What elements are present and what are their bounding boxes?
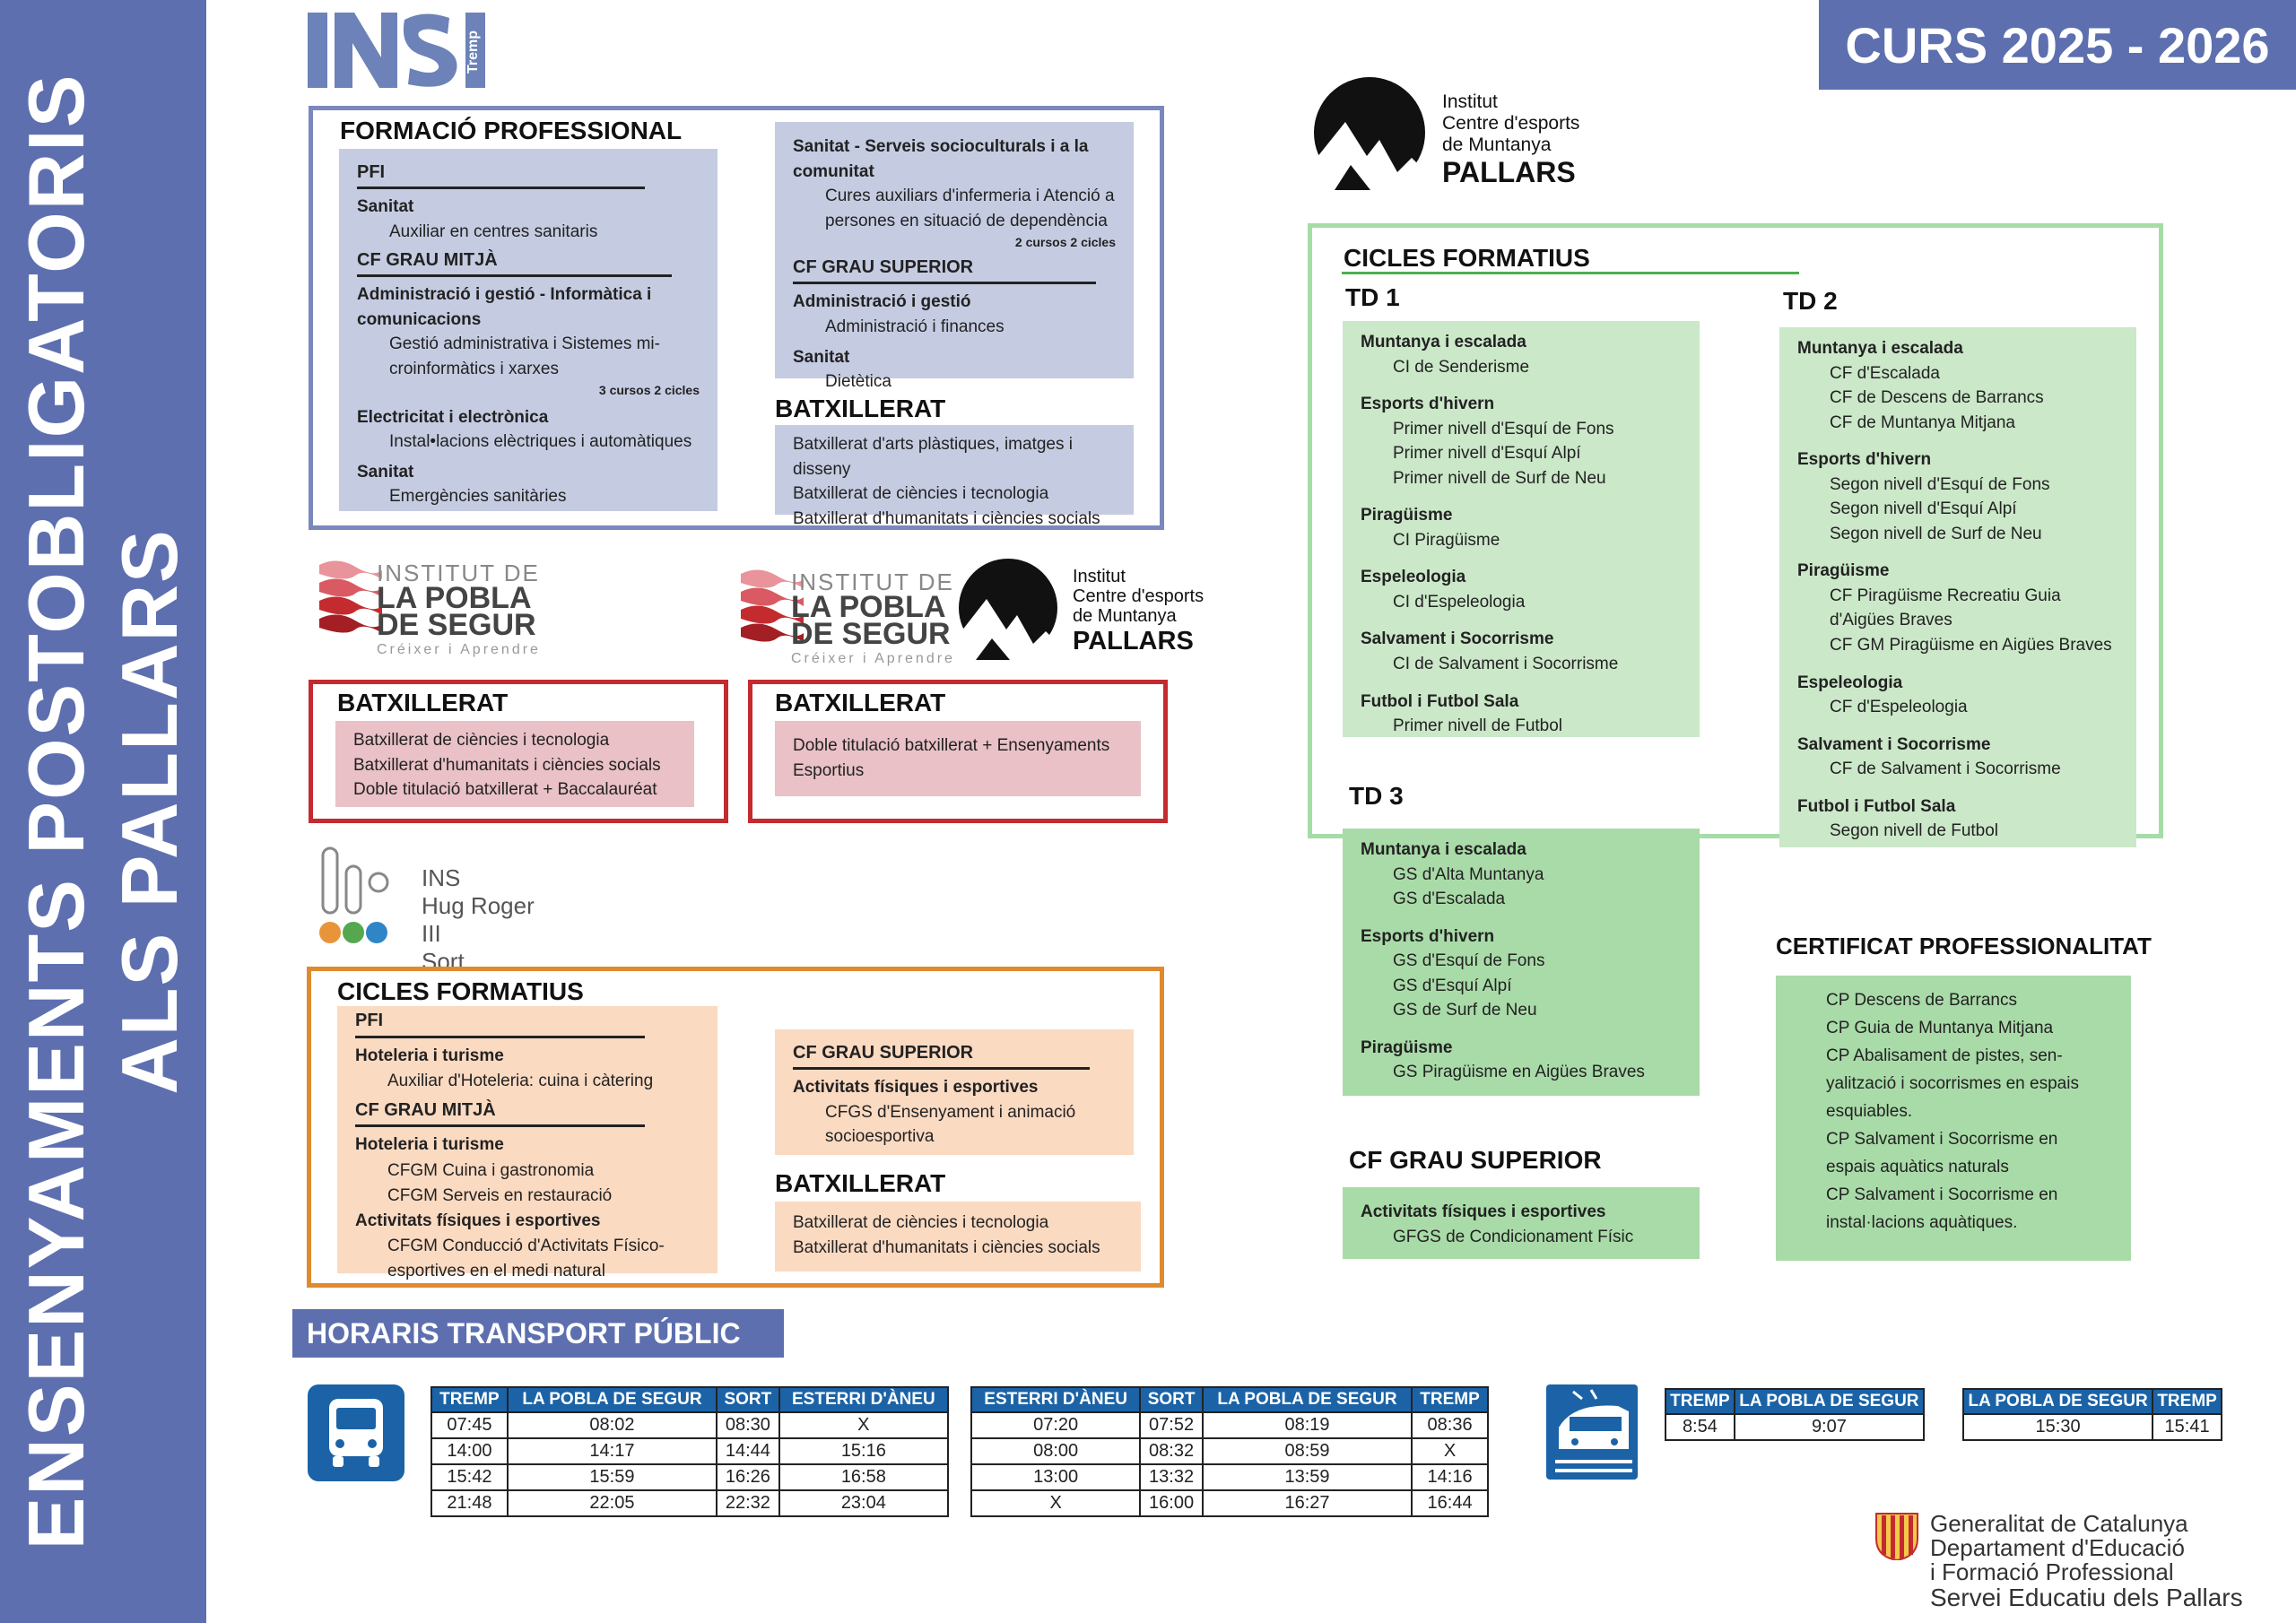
gencat-l2: Departament d'Educació <box>1930 1534 2185 1561</box>
sort-gm-area1-item: CFGM Cuina i gastronomia <box>387 1160 595 1180</box>
table-row <box>971 1464 1488 1490</box>
table-cell: X <box>1412 1438 1488 1464</box>
pobla-batx-item: Batxillerat de ciències i tecnologia <box>353 731 610 750</box>
program-area: Futbol i Futbol Sala <box>1361 691 1519 711</box>
td1-box <box>1343 321 1700 737</box>
table-row <box>971 1490 1488 1516</box>
bus-table-esterri-tremp <box>970 1386 1489 1517</box>
tremp-gs-area2: Sanitat <box>793 347 850 367</box>
table-header-cell: TREMP <box>431 1387 508 1412</box>
table-header-cell: SORT <box>717 1387 779 1412</box>
sort-title: CICLES FORMATIUS <box>337 977 584 1005</box>
cp-box <box>1776 976 2131 1261</box>
pobla-logo-l1: INSTITUT DE <box>377 560 540 586</box>
program-item: Segon nivell d'Esquí de Fons <box>1830 474 2050 494</box>
tremp-batx-item: Batxillerat d'arts plàstiques, imatges i disseny <box>793 435 1073 479</box>
hug-logo-l1: INS <box>422 864 461 891</box>
program-item: GS de Surf de Neu <box>1393 1001 1537 1020</box>
pobla-batx-item: Batxillerat d'humanitats i ciències socials <box>353 755 661 775</box>
sort-batx-title: BATXILLERAT <box>775 1169 946 1197</box>
tremp-gm-area1: Administració i gestió - Informàtica i comunicacions <box>357 285 652 329</box>
tremp-fp-right-box <box>775 122 1134 392</box>
hug-logo-l3: Sort <box>422 948 465 975</box>
program-item: Segon nivell de Futbol <box>1830 821 1999 841</box>
gencat-text <box>1930 1512 2243 1611</box>
program-area: Muntanya i escalada <box>1797 339 1963 358</box>
pallars-title-underline <box>1342 272 1799 274</box>
table-header-row <box>971 1387 1488 1412</box>
sort-pfi-item: Auxiliar d'Hoteleria: cuina i càtering <box>387 1071 654 1090</box>
pobla-logo-l4: Créixer i Aprendre <box>377 642 541 657</box>
table-cell: 13:00 <box>971 1464 1140 1490</box>
pobla-logo-left <box>319 552 561 662</box>
sort-left-box <box>337 1006 718 1280</box>
table-row <box>431 1412 948 1438</box>
table-cell: 16:44 <box>1412 1490 1488 1516</box>
td2-heading: TD 2 <box>1783 287 1838 315</box>
ins-tremp-logo-sub: Tremp <box>465 30 481 74</box>
bus-icon-svg <box>308 1384 404 1481</box>
sort-gs-area: Activitats físiques i esportives <box>793 1078 1039 1097</box>
table-row <box>431 1438 948 1464</box>
table-cell: 08:00 <box>971 1438 1140 1464</box>
ins-tremp-logo <box>308 13 519 90</box>
pallars-logo-l1: Institut <box>1442 91 1498 112</box>
program-area: Espeleologia <box>1361 568 1466 587</box>
program-item: Segon nivell d'Esquí Alpí <box>1830 499 2017 519</box>
pobla-pallars-batx-item: Doble titulació batxillerat + Ensenyaments Esportius <box>793 736 1110 780</box>
pallars-logo-l2: Centre d'esports <box>1073 586 1205 606</box>
hug-roger-text <box>422 864 560 976</box>
pallars-logo-text <box>1442 91 1579 188</box>
train-table-tremp-pobla <box>1665 1388 1925 1441</box>
td2-box <box>1779 327 2136 847</box>
train-icon <box>1546 1384 1638 1480</box>
program-item: GS d'Escalada <box>1393 890 1506 909</box>
td3-heading: TD 3 <box>1349 782 1404 810</box>
cp-item: CP Descens de Barrancs <box>1826 991 2017 1010</box>
tremp-gm-area2-item: Instal•lacions elèctriques i automàtiques <box>389 432 692 452</box>
gencat-flag-icon <box>1874 1512 1919 1560</box>
pobla-logo-text <box>377 561 541 662</box>
pobla-logo-l3: DE SEGUR <box>377 608 536 642</box>
gencat-l3: i Formació Professional <box>1930 1558 2174 1585</box>
pallars-gs-area: Activitats físiques i esportives <box>1361 1202 1606 1221</box>
program-area: Esports d'hivern <box>1797 450 1932 470</box>
table-cell: 08:19 <box>1203 1412 1412 1438</box>
program-area: Salvament i Socorrisme <box>1361 629 1554 649</box>
table-header-cell: TREMP <box>1412 1387 1488 1412</box>
program-area: Salvament i Socorrisme <box>1797 734 1991 754</box>
pobla-pallars-batx-title: BATXILLERAT <box>775 689 946 716</box>
table-cell: X <box>971 1490 1140 1516</box>
program-area: Espeleologia <box>1797 673 1903 692</box>
cp-item: CP Guia de Muntanya Mitjana <box>1826 1019 2054 1037</box>
program-item: CI de Senderisme <box>1393 357 1530 377</box>
bus-table-tremp-esterri <box>430 1386 949 1517</box>
td3-box <box>1343 829 1700 1096</box>
vertical-title-line1: ENSENYAMENTS POSTOBLIGATORIS <box>12 73 100 1550</box>
tremp-sc-area: Sanitat - Serveis socioculturals i a la comunitat <box>793 137 1089 181</box>
pobla-logo-l1: INSTITUT DE <box>791 568 954 595</box>
sort-batx-item: Batxillerat d'humanitats i ciències socials <box>793 1237 1100 1257</box>
table-row <box>1665 1414 1924 1440</box>
table-cell: 15:41 <box>2152 1414 2222 1440</box>
table-cell: 8:54 <box>1665 1414 1735 1440</box>
tremp-gm-area1-item: Gestió administrativa i Sistemes mi-croinformàtics i xarxes <box>389 334 660 378</box>
sort-gs-heading: CF GRAU SUPERIOR <box>793 1040 1090 1070</box>
pallars-logo-top <box>1311 75 1616 192</box>
sort-batx-item: Batxillerat de ciències i tecnologia <box>793 1213 1049 1232</box>
pallars-logo-l2: Centre d'esports <box>1442 113 1580 134</box>
pallars-logo-l3: de Muntanya <box>1442 135 1552 155</box>
table-cell: 16:00 <box>1140 1490 1203 1516</box>
cp-heading: CERTIFICAT PROFESSIONALITAT <box>1776 933 2152 959</box>
table-cell: 08:30 <box>717 1412 779 1438</box>
bus-icon <box>308 1384 404 1481</box>
pallars-logo-l4: PALLARS <box>1442 156 1576 188</box>
program-item: Primer nivell d'Esquí Alpí <box>1393 444 1581 464</box>
table-cell: 21:48 <box>431 1490 508 1516</box>
table-header-cell: LA POBLA DE SEGUR <box>1203 1387 1412 1412</box>
hug-roger-icon <box>316 843 405 949</box>
tremp-batx-title: BATXILLERAT <box>775 395 946 422</box>
hug-roger-logo <box>316 843 560 975</box>
table-header-cell: SORT <box>1140 1387 1203 1412</box>
program-item: CF d'Espeleologia <box>1830 698 1968 717</box>
pobla-logo-l2: LA POBLA <box>791 590 946 624</box>
program-item: CI de Salvament i Socorrisme <box>1393 655 1619 674</box>
program-item: CF Piragüisme Recreatiu Guia d'Aigües Braves <box>1830 586 2061 630</box>
table-header-cell: TREMP <box>2152 1389 2222 1414</box>
transport-title: HORARIS TRANSPORT PÚBLIC <box>292 1309 784 1358</box>
program-item: CI Piragüisme <box>1393 530 1500 550</box>
pobla-logo-text <box>791 570 955 671</box>
tremp-batx-item: Batxillerat d'humanitats i ciències socials <box>793 508 1100 528</box>
pallars-gs-item: GFGS de Condicionament Físic <box>1393 1227 1634 1246</box>
sort-gm-area2: Activitats físiques i esportives <box>355 1211 601 1230</box>
pallars-gs-heading: CF GRAU SUPERIOR <box>1349 1146 1602 1174</box>
td1-heading: TD 1 <box>1345 283 1400 311</box>
pobla-batx-title: BATXILLERAT <box>337 689 509 716</box>
tremp-gs-area1: Administració i gestió <box>793 292 971 312</box>
pobla-logo-l4: Créixer i Aprendre <box>791 651 955 666</box>
table-row <box>431 1490 948 1516</box>
table-cell: 14:17 <box>508 1438 717 1464</box>
table-cell: 15:59 <box>508 1464 717 1490</box>
table-cell: 16:58 <box>779 1464 948 1490</box>
tremp-gm-area2: Electricitat i electrònica <box>357 407 549 427</box>
sort-gs-box <box>775 1029 1134 1155</box>
table-row <box>431 1464 948 1490</box>
course-year-banner: CURS 2025 - 2026 <box>1819 0 2296 90</box>
table-cell: 13:59 <box>1203 1464 1412 1490</box>
tremp-batx-box <box>775 425 1134 528</box>
table-cell: 22:05 <box>508 1490 717 1516</box>
sort-gm-area2-item: CFGM Conducció d'Activitats Físico-esportives en el medi natural <box>387 1236 665 1280</box>
tremp-batx-item: Batxillerat de ciències i tecnologia <box>793 484 1049 504</box>
hug-logo-l2: Hug Roger III <box>422 892 535 947</box>
sort-gm-heading: CF GRAU MITJÀ <box>355 1098 645 1128</box>
table-row <box>971 1438 1488 1464</box>
table-header-cell: TREMP <box>1665 1389 1735 1414</box>
table-header-cell: ESTERRI D'ÀNEU <box>971 1387 1140 1412</box>
program-item: CF d'Escalada <box>1830 363 1940 383</box>
pallars-logo-small-text <box>1073 567 1204 656</box>
table-cell: 16:26 <box>717 1464 779 1490</box>
table-row <box>1963 1414 2222 1440</box>
cp-item: CP Salvament i Socorrisme en instal·lacions aquàtiques. <box>1826 1185 2058 1232</box>
pallars-mountain-icon <box>1311 75 1428 192</box>
sort-gm-area1-item: CFGM Serveis en restauració <box>387 1185 613 1205</box>
cp-item: CP Salvament i Socorrisme en espais aquàtics naturals <box>1826 1130 2058 1176</box>
table-cell: 07:20 <box>971 1412 1140 1438</box>
table-cell: 23:04 <box>779 1490 948 1516</box>
tremp-gs-heading: CF GRAU SUPERIOR <box>793 255 1096 284</box>
pallars-gs-box <box>1343 1187 1700 1259</box>
program-item: GS d'Alta Muntanya <box>1393 864 1544 884</box>
gencat-l1: Generalitat de Catalunya <box>1930 1510 2188 1537</box>
table-cell: 14:00 <box>431 1438 508 1464</box>
table-cell: X <box>779 1412 948 1438</box>
program-item: CF de Muntanya Mitjana <box>1830 412 2015 432</box>
table-cell: 07:52 <box>1140 1412 1203 1438</box>
program-item: GS d'Esquí Alpí <box>1393 976 1512 995</box>
program-item: Segon nivell de Surf de Neu <box>1830 524 2042 543</box>
gencat-l4: Servei Educatiu dels Pallars <box>1930 1584 2243 1611</box>
program-area: Muntanya i escalada <box>1361 333 1526 352</box>
sort-gm-area1: Hoteleria i turisme <box>355 1135 504 1155</box>
program-area: Piragüisme <box>1361 1037 1453 1057</box>
table-cell: 15:16 <box>779 1438 948 1464</box>
table-cell: 14:44 <box>717 1438 779 1464</box>
pobla-pallars-batx-box <box>775 721 1141 796</box>
pallars-logo-l3: de Muntanya <box>1073 606 1177 626</box>
pobla-logo-l3: DE SEGUR <box>791 617 951 651</box>
vertical-title <box>10 74 196 1550</box>
cp-item: CP Abalisament de pistes, sen-yalització i socorrismes en espais esquiables. <box>1826 1046 2079 1121</box>
sort-pfi-area: Hoteleria i turisme <box>355 1046 504 1065</box>
pobla-batx-item: Doble titulació batxillerat + Baccalauréat <box>353 780 657 800</box>
tremp-gs-area1-item: Administració i finances <box>825 317 1004 337</box>
program-area: Esports d'hivern <box>1361 926 1495 946</box>
table-header-cell: LA POBLA DE SEGUR <box>1735 1389 1924 1414</box>
table-row <box>971 1412 1488 1438</box>
train-table-pobla-tremp <box>1962 1388 2222 1441</box>
pobla-batx-box <box>335 721 694 807</box>
table-cell: 08:02 <box>508 1412 717 1438</box>
pobla-logo-right <box>741 561 956 671</box>
program-item: GS d'Esquí de Fons <box>1393 951 1545 971</box>
tremp-fp-left-box <box>339 149 718 511</box>
program-item: CF de Salvament i Socorrisme <box>1830 759 2061 779</box>
train-icon-svg <box>1546 1384 1638 1480</box>
tremp-pfi-area: Sanitat <box>357 197 414 216</box>
table-cell: 15:42 <box>431 1464 508 1490</box>
table-cell: 13:32 <box>1140 1464 1203 1490</box>
table-header-row <box>1963 1389 2222 1414</box>
program-area: Esports d'hivern <box>1361 395 1495 414</box>
program-area: Muntanya i escalada <box>1361 840 1526 859</box>
table-cell: 08:59 <box>1203 1438 1412 1464</box>
pobla-logo-l2: LA POBLA <box>377 581 532 615</box>
tremp-gm-note: 3 cursos 2 cicles <box>598 383 700 398</box>
program-item: CF de Descens de Barrancs <box>1830 388 2044 408</box>
program-area: Piragüisme <box>1361 506 1453 525</box>
program-item: CI d'Espeleologia <box>1393 592 1526 612</box>
table-cell: 22:32 <box>717 1490 779 1516</box>
tremp-gm-heading: CF GRAU MITJÀ <box>357 247 672 277</box>
program-item: GS Piragüisme en Aigües Braves <box>1393 1063 1645 1082</box>
table-cell: 14:16 <box>1412 1464 1488 1490</box>
program-area: Futbol i Futbol Sala <box>1797 796 1956 816</box>
program-item: CF GM Piragüisme en Aigües Braves <box>1830 636 2112 655</box>
ins-tremp-logo-icon <box>308 13 519 90</box>
program-area: Piragüisme <box>1797 561 1890 581</box>
table-header-row <box>431 1387 948 1412</box>
table-cell: 16:27 <box>1203 1490 1412 1516</box>
table-cell: 08:36 <box>1412 1412 1488 1438</box>
tremp-pfi-item: Auxiliar en centres sanitaris <box>389 221 598 241</box>
table-cell: 9:07 <box>1735 1414 1924 1440</box>
tremp-sc-note: 2 cursos 2 cicles <box>1014 235 1116 250</box>
tremp-gm-area3-item: Emergències sanitàries <box>389 487 567 507</box>
pallars-title: CICLES FORMATIUS <box>1344 244 1590 272</box>
sort-pfi-heading: PFI <box>355 1008 645 1038</box>
program-item: Primer nivell d'Esquí de Fons <box>1393 419 1614 438</box>
tremp-pfi-heading: PFI <box>357 160 645 189</box>
table-header-cell: LA POBLA DE SEGUR <box>1963 1389 2152 1414</box>
program-item: Primer nivell de Futbol <box>1393 716 1563 736</box>
table-cell: 15:30 <box>1963 1414 2152 1440</box>
pallars-mountain-icon <box>956 558 1060 662</box>
pobla-wave-icon <box>319 556 382 637</box>
tremp-sc-item: Cures auxiliars d'infermeria i Atenció a persones en situació de dependència <box>825 187 1115 230</box>
table-header-row <box>1665 1389 1924 1414</box>
pallars-logo-small <box>956 556 1225 667</box>
tremp-gs-area2-item: Dietètica <box>825 372 891 392</box>
pallars-logo-l1: Institut <box>1073 567 1126 586</box>
table-header-cell: LA POBLA DE SEGUR <box>508 1387 717 1412</box>
tremp-gm-area3: Sanitat <box>357 462 414 482</box>
vertical-title-line2: ALS PALLARS <box>105 528 194 1095</box>
sort-batx-box <box>775 1202 1141 1271</box>
sort-gs-item: CFGS d'Ensenyament i animació socioesportiva <box>825 1102 1076 1147</box>
gencat-logo-icon <box>1874 1512 1919 1560</box>
table-header-cell: ESTERRI D'ÀNEU <box>779 1387 948 1412</box>
tremp-fp-title: FORMACIÓ PROFESSIONAL <box>340 117 683 144</box>
pallars-logo-l4: PALLARS <box>1073 627 1194 655</box>
table-cell: 07:45 <box>431 1412 508 1438</box>
program-item: Primer nivell de Surf de Neu <box>1393 468 1606 488</box>
table-cell: 08:32 <box>1140 1438 1203 1464</box>
